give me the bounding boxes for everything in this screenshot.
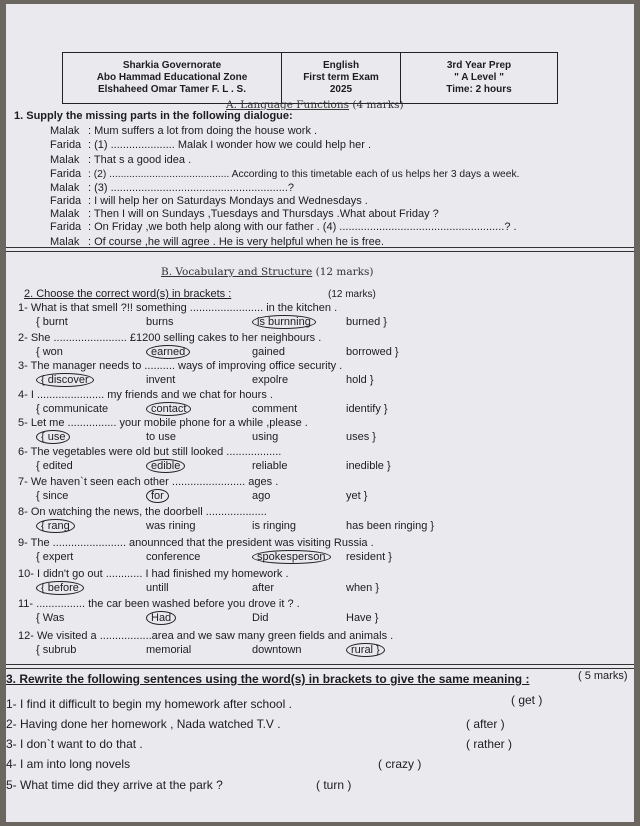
option-text: downtown xyxy=(252,644,302,656)
circled-option: Had xyxy=(146,611,176,625)
section-a-title: A. Language Functions (4 marks) xyxy=(226,99,404,111)
option-text: inedible } xyxy=(346,460,391,472)
circled-option: is burnning xyxy=(252,315,316,329)
dialogue-speaker: Malak xyxy=(50,182,80,194)
rewrite-sentence: 1- I find it difficult to begin my homework after school . xyxy=(6,697,292,711)
option xyxy=(252,490,270,503)
exam-paper xyxy=(6,4,634,822)
rewrite-hint-word: ( rather ) xyxy=(466,737,513,751)
option xyxy=(252,431,278,444)
option-text: { since xyxy=(36,490,69,502)
option-text: burned } xyxy=(346,316,387,328)
header-subject-info xyxy=(282,53,401,103)
option-text: untill xyxy=(146,582,169,594)
dialogue-speaker: Malak xyxy=(50,208,80,220)
rewrite-hint-word: ( after ) xyxy=(466,717,505,731)
vocab-question: 9- The ........................ anounnced that the president was visiting Russia . xyxy=(18,537,374,549)
zone-label: Abo Hammad Educational Zone xyxy=(96,72,248,83)
option xyxy=(146,582,169,595)
level-label: " A Level " xyxy=(454,72,504,83)
circled-option: earned xyxy=(146,345,190,359)
option xyxy=(252,403,297,416)
option xyxy=(36,490,68,503)
option xyxy=(346,551,392,564)
option xyxy=(252,551,331,564)
divider xyxy=(6,664,634,665)
option xyxy=(146,612,176,625)
option xyxy=(252,316,316,329)
option xyxy=(346,490,367,503)
option xyxy=(146,346,190,359)
dialogue-line: : (2) .......................................... According to this timetable each of us helps her 3 days a week. xyxy=(88,169,520,180)
option xyxy=(346,374,374,387)
dialogue-speaker: Farida xyxy=(50,195,82,207)
option xyxy=(252,460,287,473)
option xyxy=(36,374,94,387)
option xyxy=(36,520,75,533)
option-text: { edited xyxy=(36,460,73,472)
circled-option: { discover xyxy=(36,373,94,387)
option xyxy=(36,346,63,359)
option xyxy=(346,520,434,533)
circled-option: rural } xyxy=(346,643,385,657)
option-text: identify } xyxy=(346,403,388,415)
option-text: Did xyxy=(252,612,269,624)
dialogue-line: : Mum suffers a lot from doing the house work . xyxy=(88,125,318,137)
exam-header xyxy=(62,52,558,104)
q2-marks: (12 marks) xyxy=(328,289,376,300)
option-text: to use xyxy=(146,431,176,443)
vocab-question: 7- We haven`t seen each other ........................ ages . xyxy=(18,476,279,488)
rewrite-sentence: 2- Having done her homework , Nada watched T.V . xyxy=(6,717,281,731)
option xyxy=(346,612,378,625)
option-text: { burnt xyxy=(36,316,68,328)
option-text: borrowed } xyxy=(346,346,399,358)
vocab-question: 10- I didn't go out ............ I had finished my homework . xyxy=(18,568,289,580)
option xyxy=(36,431,70,444)
divider xyxy=(6,668,634,669)
rewrite-hint-word: ( crazy ) xyxy=(378,757,422,771)
option xyxy=(146,644,191,657)
option xyxy=(346,431,376,444)
option-text: uses } xyxy=(346,431,376,443)
rewrite-sentence: 5- What time did they arrive at the park ? xyxy=(6,778,223,792)
school-label: Elshaheed Omar Tamer F. L . S. xyxy=(97,84,247,95)
option-text: reliable xyxy=(252,460,288,472)
option-text: has been ringing } xyxy=(346,520,435,532)
header-school-info xyxy=(63,53,282,103)
option-text: ago xyxy=(252,490,271,502)
option-text: is ringing xyxy=(252,520,297,532)
subject-label: English xyxy=(322,60,360,71)
option-text: Have } xyxy=(346,612,379,624)
option-text: { expert xyxy=(36,551,74,563)
grade-label: 3rd Year Prep xyxy=(446,60,512,71)
option xyxy=(146,403,191,416)
option-text: when } xyxy=(346,582,380,594)
option xyxy=(36,460,73,473)
option xyxy=(36,582,84,595)
vocab-question: 2- She ........................ £1200 selling cakes to her neighbours . xyxy=(18,332,322,344)
dialogue-speaker: Farida xyxy=(50,221,82,233)
vocab-question: 6- The vegetables were old but still looked .................. xyxy=(18,446,282,458)
dialogue-line: : On Friday ,we both help along with our father . (4) ......................................................? . xyxy=(88,221,517,233)
rewrite-sentence: 4- I am into long novels xyxy=(6,757,131,771)
circled-option: { rang xyxy=(36,519,75,533)
year-label: 2025 xyxy=(329,84,353,95)
circled-option: { use xyxy=(36,430,70,444)
circled-option: contact xyxy=(146,402,191,416)
option xyxy=(252,346,285,359)
option xyxy=(252,374,288,387)
header-grade-info xyxy=(401,53,557,103)
option-text: yet } xyxy=(346,490,368,502)
option xyxy=(146,460,185,473)
option-text: was rining xyxy=(146,520,196,532)
circled-option: edible xyxy=(146,459,185,473)
option-text: expolre xyxy=(252,374,289,386)
option xyxy=(346,644,385,657)
q3-marks: ( 5 marks) xyxy=(578,670,628,682)
vocab-question: 4- I ...................... my friends and we chat for hours . xyxy=(18,389,273,401)
option-text: { subrub xyxy=(36,644,77,656)
option xyxy=(346,346,399,359)
option xyxy=(36,644,76,657)
vocab-question: 11- ................ the car been washed before you drove it ? . xyxy=(18,598,300,610)
vocab-question: 8- On watching the news, the doorbell .................... xyxy=(18,506,267,518)
option-text: resident } xyxy=(346,551,392,563)
dialogue-speaker: Farida xyxy=(50,139,82,151)
dialogue-line: : Of course ,he will agree . He is very helpful when he is free. xyxy=(88,236,384,248)
q1-title: 1. Supply the missing parts in the following dialogue: xyxy=(14,110,293,122)
option-text: { communicate xyxy=(36,403,109,415)
option xyxy=(146,551,200,564)
dialogue-line: : (3) ..........................................................? xyxy=(88,182,294,194)
vocab-question: 1- What is that smell ?!! something ........................ in the kitchen . xyxy=(18,302,338,314)
option xyxy=(252,612,269,625)
option xyxy=(146,490,169,503)
dialogue-speaker: Malak xyxy=(50,154,80,166)
vocab-question: 3- The manager needs to .......... ways of improving office security . xyxy=(18,360,343,372)
q2-title: 2. Choose the correct word(s) in brackets : xyxy=(24,288,232,300)
circled-option: { before xyxy=(36,581,84,595)
circled-option: for xyxy=(146,489,169,503)
divider xyxy=(6,247,634,248)
option xyxy=(146,431,176,444)
option xyxy=(146,520,196,533)
option-text: after xyxy=(252,582,275,594)
dialogue-line: : (1) ..................... Malak I wonder how we could help her . xyxy=(88,139,372,151)
governorate-label: Sharkia Governorate xyxy=(122,60,222,71)
dialogue-speaker: Malak xyxy=(50,125,80,137)
option xyxy=(36,403,108,416)
q3-title: 3. Rewrite the following sentences using the word(s) in brackets to give the same meaning : xyxy=(6,672,530,686)
time-label: Time: 2 hours xyxy=(446,84,512,95)
section-b-title: B. Vocabulary and Structure (12 marks) xyxy=(161,266,374,278)
divider xyxy=(6,251,634,252)
dialogue-line: : That s a good idea . xyxy=(88,154,192,166)
rewrite-sentence: 3- I don`t want to do that . xyxy=(6,737,143,751)
option xyxy=(252,644,302,657)
circled-option: spokesperson xyxy=(252,550,331,564)
option xyxy=(252,520,296,533)
option xyxy=(146,316,174,329)
option xyxy=(346,403,388,416)
option-text: conference xyxy=(146,551,201,563)
option-text: hold } xyxy=(346,374,374,386)
option xyxy=(346,582,379,595)
option-text: memorial xyxy=(146,644,192,656)
option xyxy=(146,374,175,387)
option-text: burns xyxy=(146,316,174,328)
rewrite-hint-word: ( get ) xyxy=(511,693,543,707)
rewrite-hint-word: ( turn ) xyxy=(316,778,352,792)
option-text: { Was xyxy=(36,612,65,624)
option xyxy=(346,316,387,329)
vocab-question: 5- Let me ................ your mobile phone for a while ,please . xyxy=(18,417,308,429)
dialogue-speaker: Malak xyxy=(50,236,80,248)
dialogue-line: : I will help her on Saturdays Mondays and Wednesdays . xyxy=(88,195,368,207)
option xyxy=(36,316,68,329)
option xyxy=(252,582,274,595)
option-text: using xyxy=(252,431,279,443)
option xyxy=(346,460,391,473)
option-text: { won xyxy=(36,346,63,358)
option-text: gained xyxy=(252,346,286,358)
option xyxy=(36,551,73,564)
vocab-question: 12- We visited a .................area and we saw many green fields and animals . xyxy=(18,630,394,642)
dialogue-line: : Then I will on Sundays ,Tuesdays and Thursdays .What about Friday ? xyxy=(88,208,439,220)
dialogue-speaker: Farida xyxy=(50,168,82,180)
option-text: comment xyxy=(252,403,298,415)
option-text: invent xyxy=(146,374,176,386)
option xyxy=(36,612,64,625)
term-label: First term Exam xyxy=(303,72,379,83)
